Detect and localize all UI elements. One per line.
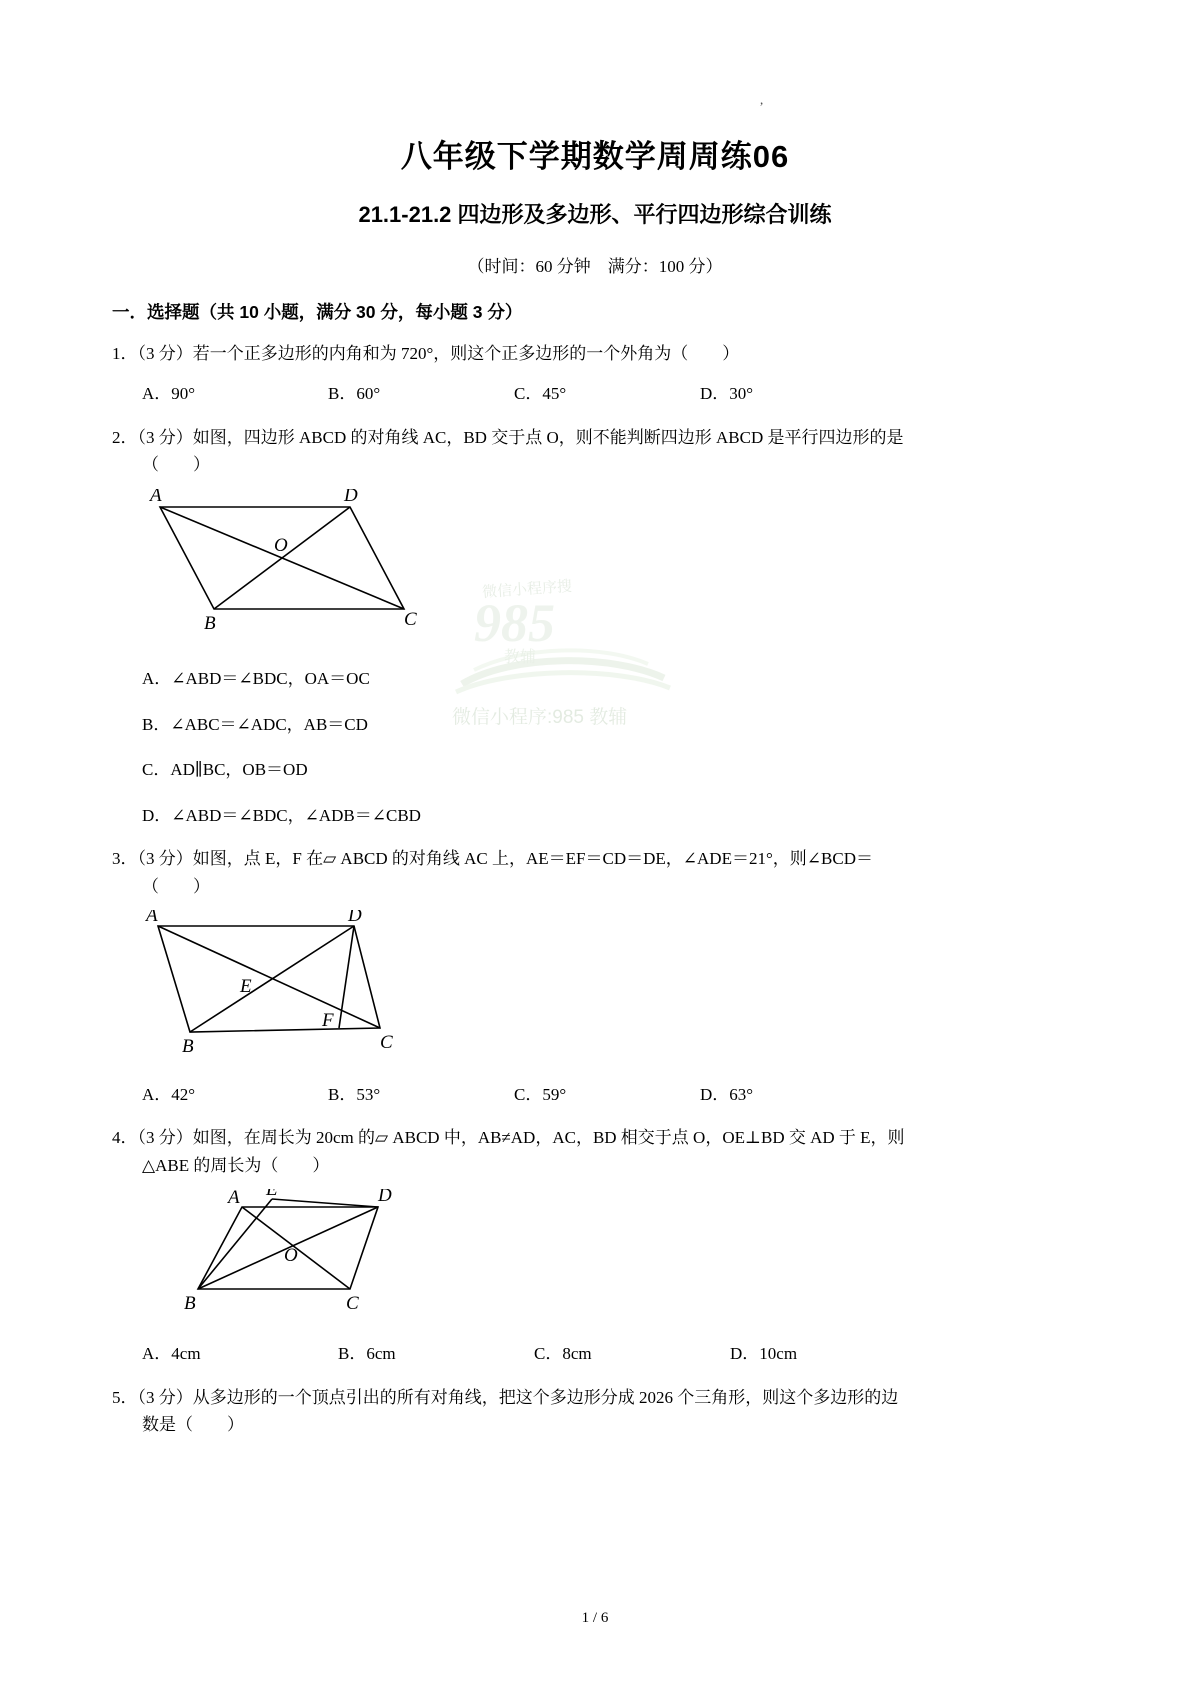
- question-2-options: [112, 665, 1082, 829]
- option-a[interactable]: A．∠ABD＝∠BDC，OA＝OC: [142, 669, 370, 689]
- question-3-number: 3．: [112, 849, 138, 869]
- option-b[interactable]: B．60°: [328, 384, 381, 404]
- question-4-body: 如图，在周长为 20cm 的▱ ABCD 中，AB≠AD，AC，BD 相交于点 O，OE⊥BD 交 AD 于 E，则: [192, 1128, 905, 1148]
- question-1-score: （3 分）: [137, 344, 193, 364]
- question-2-number: 2．: [112, 427, 138, 447]
- option-c[interactable]: C．8cm: [534, 1343, 592, 1363]
- figure-question-2: [112, 489, 1082, 648]
- question-3-text: [112, 845, 1082, 873]
- question-3: [112, 845, 1082, 1108]
- figure-label-O: O: [274, 534, 288, 556]
- option-a[interactable]: A．4cm: [142, 1343, 201, 1363]
- page-number: 1 / 6: [581, 1610, 609, 1626]
- figure-question-4: [112, 1189, 1082, 1328]
- question-5-number: 5．: [112, 1387, 138, 1407]
- question-1-options: [112, 380, 1082, 408]
- question-5-score: （3 分）: [137, 1387, 193, 1407]
- option-b[interactable]: B．53°: [328, 1084, 381, 1104]
- corner-mark: ,: [760, 92, 764, 107]
- figure-label-B: B: [184, 1293, 196, 1315]
- question-1-number: 1．: [112, 344, 138, 364]
- figure-label-C: C: [346, 1293, 359, 1315]
- option-b[interactable]: B．6cm: [338, 1343, 396, 1363]
- question-5-body-cont: 数是（ ）: [142, 1415, 244, 1435]
- question-3-score: （3 分）: [137, 849, 193, 869]
- option-b[interactable]: B．∠ABC＝∠ADC，AB＝CD: [142, 714, 368, 734]
- question-5-body: 从多边形的一个顶点引出的所有对角线，把这个多边形分成 2026 个三角形，则这个多边形的边: [192, 1387, 899, 1407]
- figure-label-C: C: [380, 1032, 393, 1054]
- figure-label-F: F: [322, 1010, 334, 1032]
- question-5-text: [112, 1384, 1082, 1412]
- figure-label-B: B: [204, 612, 216, 634]
- section-heading: 一．选择题（共 10 小题，满分 30 分，每小题 3 分）: [112, 302, 523, 323]
- figure-label-B: B: [182, 1036, 194, 1058]
- figure-label-A: A: [228, 1189, 240, 1209]
- option-c[interactable]: C．59°: [514, 1084, 567, 1104]
- figure-label-A: A: [146, 910, 158, 927]
- figure-label-A: A: [150, 488, 162, 506]
- content-body: [0, 299, 1190, 1438]
- question-2-body-cont: （ ）: [142, 455, 210, 475]
- page-subtitle: 21.1-21.2 四边形及多边形、平行四边形综合训练: [358, 202, 832, 228]
- question-3-body-cont: （ ）: [142, 876, 210, 896]
- question-2: [112, 424, 1082, 830]
- figure-label-E: E: [266, 1189, 278, 1201]
- question-4-text: [112, 1124, 1082, 1152]
- option-d[interactable]: D．63°: [700, 1084, 754, 1104]
- option-d[interactable]: D．10cm: [730, 1343, 798, 1363]
- figure-question-3: [112, 910, 1082, 1069]
- question-3-body: 如图，点 E，F 在▱ ABCD 的对角线 AC 上，AE＝EF＝CD＝DE，∠ADE＝21°，则∠BCD＝: [192, 849, 873, 869]
- question-1: [112, 340, 1082, 407]
- question-4: [112, 1124, 1082, 1367]
- question-4-body-cont: △ABE 的周长为（ ）: [142, 1155, 330, 1175]
- exam-info: （时间：60 分钟 满分：100 分）: [467, 257, 723, 277]
- question-4-score: （3 分）: [137, 1128, 193, 1148]
- figure-label-D: D: [344, 488, 358, 506]
- question-3-options: [112, 1081, 1082, 1109]
- option-c[interactable]: C．AD∥BC，OB＝OD: [142, 760, 308, 780]
- watermark-logo-sub: 教辅: [504, 649, 537, 666]
- option-d[interactable]: D．∠ABD＝∠BDC，∠ADB＝∠CBD: [142, 805, 421, 825]
- watermark-logo: 985: [474, 593, 555, 653]
- option-d[interactable]: D．30°: [700, 384, 754, 404]
- watermark-bottom-text: 微信小程序:985 教辅: [452, 707, 628, 728]
- question-2-body: 如图，四边形 ABCD 的对角线 AC，BD 交于点 O，则不能判断四边形 ABCD 是平行四边形的是: [192, 427, 904, 447]
- question-4-options: [112, 1340, 1082, 1368]
- option-a[interactable]: A．90°: [142, 384, 196, 404]
- option-c[interactable]: C．45°: [514, 384, 567, 404]
- figure-label-D: D: [348, 910, 362, 927]
- figure-label-E: E: [240, 976, 252, 998]
- question-1-text: [112, 340, 1082, 368]
- option-a[interactable]: A．42°: [142, 1084, 196, 1104]
- question-1-body: 若一个正多边形的内角和为 720°，则这个正多边形的一个外角为（ ）: [192, 344, 740, 364]
- figure-label-O: O: [284, 1245, 298, 1267]
- watermark-top-text: 微信小程序搜: [481, 577, 573, 602]
- question-4-number: 4．: [112, 1128, 138, 1148]
- question-2-score: （3 分）: [137, 427, 193, 447]
- figure-label-D: D: [378, 1189, 392, 1207]
- question-5: [112, 1384, 1082, 1439]
- figure-label-C: C: [404, 608, 417, 630]
- page-title: 八年级下学期数学周周练06: [400, 139, 790, 174]
- question-2-text: [112, 424, 1082, 452]
